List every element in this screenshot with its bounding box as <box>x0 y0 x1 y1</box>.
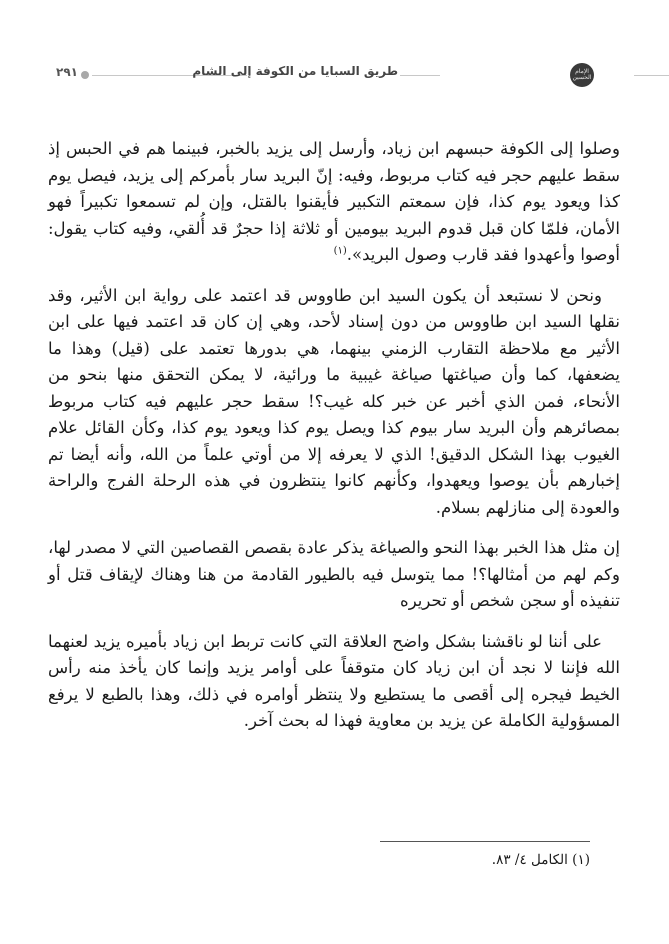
footnote-reference[interactable]: (١) <box>333 245 347 257</box>
page-header <box>0 60 669 90</box>
page-number: ٢٩١ <box>56 65 78 79</box>
footnote: (١) الكامل ٤/ ٨٣. <box>491 852 590 868</box>
running-title: طريق السبايا من الكوفة إلى الشام <box>192 64 398 78</box>
paragraph: على أننا لو ناقشنا بشكل واضح العلاقة التي كانت تربط ابن زياد بأميره يزيد لعنهما الله فإننا لا نجد أن ابن زياد كان متوقفاً على أوامر يزيد وإنما كان يأخذ منه رأس الخيط فيجره إلى أقصى ما يستطيع ولا ينتظر أوامره في ذلك، وهذا بالطبع لا يرفع المسؤولية الكاملة عن يزيد بن معاوية فهذا له بحث آخر. <box>48 631 620 730</box>
footnote-separator <box>380 841 590 842</box>
header-divider-right <box>634 75 669 76</box>
body-text <box>48 136 620 749</box>
paragraph-text: وصلوا إلى الكوفة حبسهم ابن زياد، وأرسل إلى يزيد بالخبر، فبينما هم في الحبس إذ سقط عليهم حجر فيه كتاب مربوط، وفيه: إنّ البريد سار بأمركم إلى يزيد، فيصل يوم كذا ويعود يوم كذا، فإن سمعتم التكبير فأيقنوا بالقتل، وإن لم تسمعوا تكبيراً فهو الأمان، فلمّا كان قبل قدوم البريد بيومين أو ثلاثة إذا حجرٌ قد أُلقي، وفيه كتاب يقول: أوصوا وأعهدوا فقد قارب وصول البريد». <box>48 139 620 264</box>
paragraph <box>48 136 620 269</box>
paragraph: إن مثل هذا الخبر بهذا النحو والصياغة يذكر عادة بقصص القصاصين التي لا مصدر لها، وكم لهم من أمثالها؟! مما يتوسل فيه بالطيور القادمة من هنا وهناك لإيقاف قتل أو تنفيذه أو سجن شخص أو تحريره <box>48 538 620 610</box>
calligraphy-seal-icon <box>570 63 594 87</box>
logo-text: الإمام الحسين <box>572 68 592 81</box>
page-number-dot-icon <box>81 71 89 79</box>
header-divider-middle <box>400 75 440 76</box>
paragraph: ونحن لا نستبعد أن يكون السيد ابن طاووس قد اعتمد على رواية ابن الأثير، وقد نقلها السيد ابن طاووس من دون إسناد لأحد، وهي إن كان قد اعتمد فيها على ابن الأثير مع ملاحظة التقارب الزمني بينهما، هي بدورها تعتمد على (قيل) وهذا ما يضعفها، كما وأن صياغتها صياغة غيبية ما ورائية، لا يمكن التحقق منها بنحو من الأنحاء، فمن الذي أخبر عن خبر كله غيب؟! سقط حجر عليهم فيه كتاب مربوط بمصائرهم وأن البريد سار بيوم كذا ويصل يوم كذا ويعود يوم كذا، وكأن القائل علام الغيوب بهذا الشكل الدقيق! الذي لا يعرفه إلا من أوتي علماً من الله، وأنه أيضا تم إخبارهم بأن يوصوا ويعهدوا، وكأنهم كانوا ينتظرون في هذه الرحلة الفرج والراحة والعودة إلى منازلهم بسلام. <box>48 285 620 517</box>
